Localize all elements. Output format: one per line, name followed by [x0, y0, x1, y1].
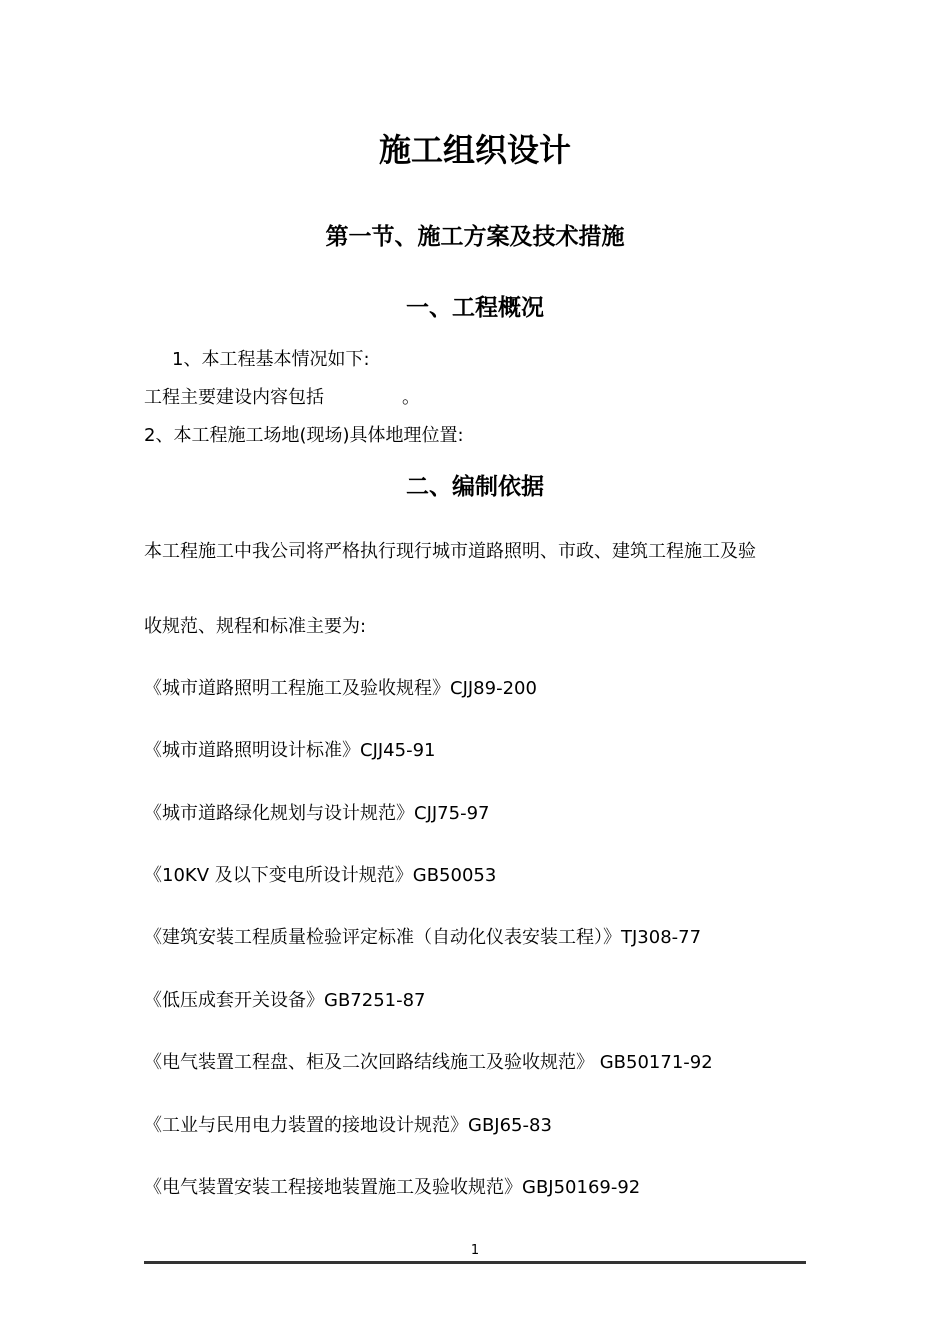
standard-item: 《工业与民用电力装置的接地设计规范》GBJ65-83 — [144, 1115, 552, 1136]
part2-intro-line1: 本工程施工中我公司将严格执行现行城市道路照明、市政、建筑工程施工及验 — [144, 541, 756, 562]
standard-item: 《城市道路绿化规划与设计规范》CJJ75-97 — [144, 803, 490, 824]
part2-intro-line2: 收规范、规程和标准主要为: — [144, 616, 367, 637]
standard-item: 《电气装置安装工程接地装置施工及验收规范》GBJ50169-92 — [144, 1177, 641, 1198]
document-title: 施工组织设计 — [378, 131, 571, 169]
standard-item: 《10KV 及以下变电所设计规范》GB50053 — [144, 865, 497, 886]
footer-divider — [144, 1261, 806, 1264]
standard-item: 《电气装置工程盘、柜及二次回路结线施工及验收规范》 GB50171-92 — [144, 1052, 713, 1073]
part1-line3: 2、本工程施工场地(现场)具体地理位置: — [144, 425, 464, 446]
standard-item: 《城市道路照明设计标准》CJJ45-91 — [144, 740, 436, 761]
part1-line2-end: 。 — [402, 387, 420, 408]
part2-heading: 二、编制依据 — [406, 474, 544, 500]
standard-item: 《建筑安装工程质量检验评定标准（自动化仪表安装工程）》TJ308-77 — [144, 927, 702, 948]
standard-item: 《低压成套开关设备》GB7251-87 — [144, 990, 426, 1011]
standard-item: 《城市道路照明工程施工及验收规程》CJJ89-200 — [144, 678, 537, 699]
page-number: 1 — [470, 1243, 480, 1258]
part1-heading: 一、工程概况 — [406, 295, 544, 321]
part1-line1: 1、本工程基本情况如下: — [172, 349, 370, 370]
part1-line2-label: 工程主要建设内容包括 — [144, 387, 324, 408]
section-heading: 第一节、施工方案及技术措施 — [325, 224, 625, 250]
